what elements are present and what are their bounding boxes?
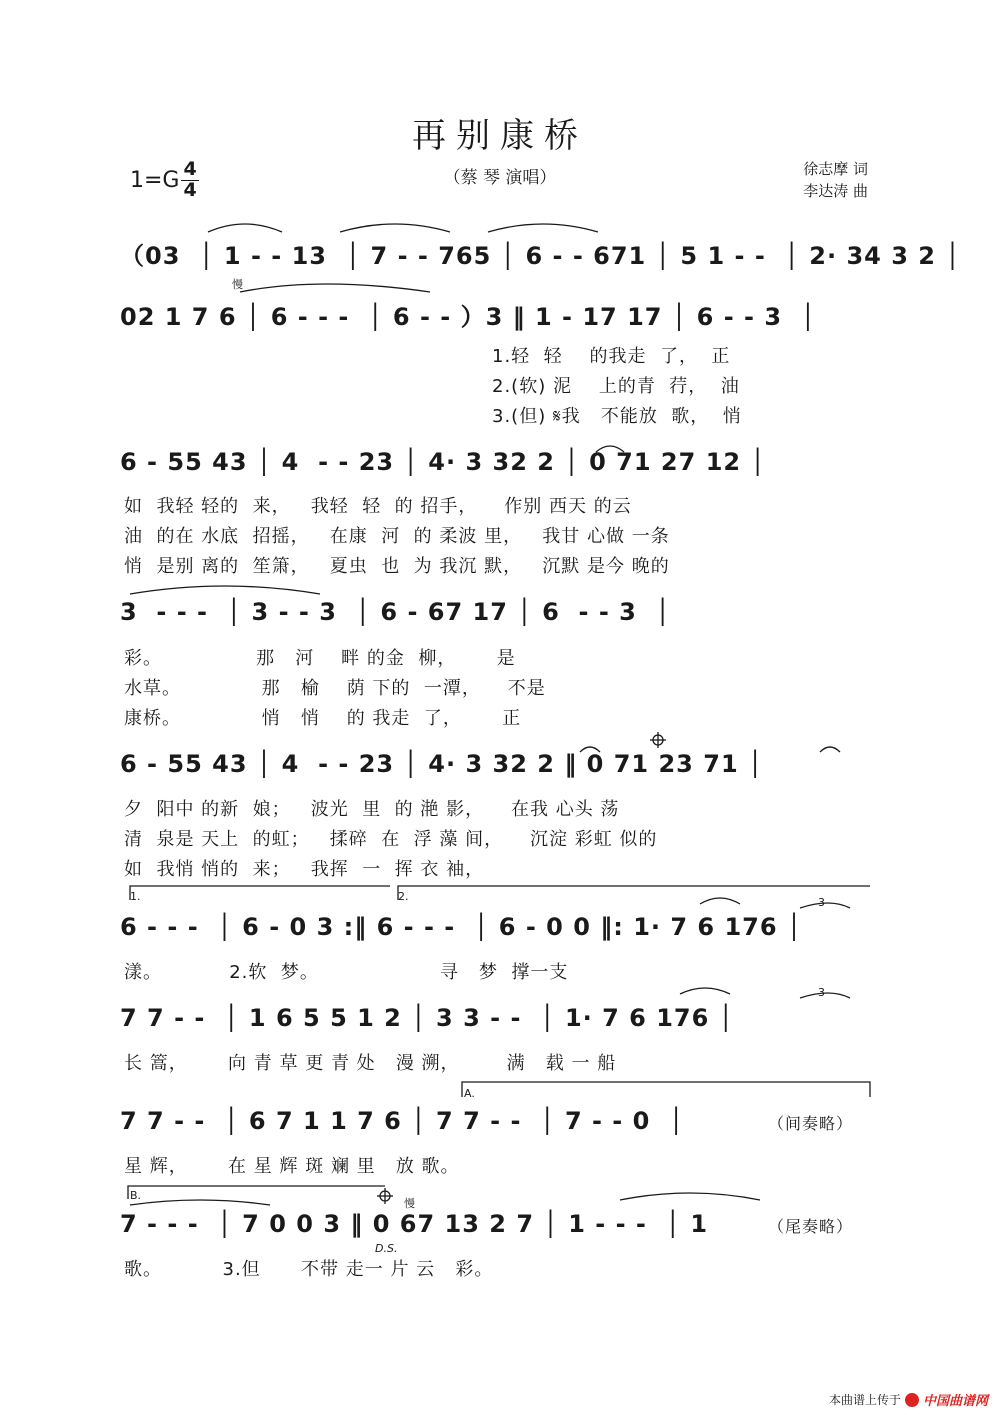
volta-1-label: 1. (130, 890, 141, 903)
notation-row-3: 6 - 55 43 │ 4 - - 23 │ 4· 3 32 2 │ 0 71 27 12 │ (120, 448, 766, 476)
time-bottom: 4 (183, 179, 197, 201)
tempo-slow-mark-2: 慢 (404, 1197, 415, 1210)
lyric-row4-verse3: 康桥。 悄 悄 的 我走 了， 正 (124, 708, 522, 729)
singer-credit: （蔡 琴 演唱） (443, 168, 557, 188)
lyric-row2-verse3: 3.(但) 𝄋我 不能放 歌， 悄 (492, 406, 742, 427)
lyric-row8: 星 辉， 在 星 辉 斑 斓 里 放 歌。 (124, 1156, 460, 1177)
key-prefix: 1=G (130, 167, 180, 193)
notation-row-4: 3 - - - │ 3 - - 3 │ 6 - 67 17 │ 6 - - 3 │ (120, 598, 672, 626)
lyric-row3-verse3: 悄 是别 离的 笙箫， 夏虫 也 为 我沉 默， 沉默 是今 晚的 (124, 556, 670, 577)
lyric-row2-verse2: 2.(软) 泥 上的青 荇， 油 (492, 376, 740, 397)
notation-row-5: 6 - 55 43 │ 4 - - 23 │ 4· 3 32 2 ‖ 0 71 23 71 │ (120, 750, 764, 778)
lyric-row4-verse2: 水草。 那 榆 荫 下的 一潭， 不是 (124, 678, 546, 699)
triplet-mark-1: 3 (818, 896, 825, 909)
lyric-row7: 长 篙， 向 青 草 更 青 处 漫 溯， 满 载 一 船 (124, 1053, 617, 1074)
lyric-row5-verse2: 清 泉是 天上 的虹； 揉碎 在 浮 藻 间， 沉淀 彩虹 似的 (124, 829, 658, 850)
volta-2-label: 2. (398, 890, 409, 903)
footer-credit (829, 1390, 988, 1409)
notation-row-6: 6 - - - │ 6 - 0 3 :‖ 6 - - - │ 6 - 0 0 ‖: 1· 7 6 176 │ (120, 913, 803, 941)
site-name[interactable]: 中国曲谱网 (922, 1394, 988, 1409)
tempo-slow-mark: 慢 (232, 278, 243, 291)
notation-row-9: 7 - - - │ 7 0 0 3 ‖ 0 67 13 2 7 │ 1 - - - │ 1 (120, 1210, 709, 1238)
time-top: 4 (183, 158, 197, 180)
lyric-row2-verse1: 1.轻 轻 的我走 了， 正 (492, 346, 731, 367)
score-title: 再别康桥 (412, 116, 588, 156)
lyric-row5-verse1: 夕 阳中 的新 娘； 波光 里 的 滟 影， 在我 心头 荡 (124, 799, 620, 820)
lyricist-credit: 徐志摩 词 (803, 160, 868, 178)
lyric-row3-verse1: 如 我轻 轻的 来， 我轻 轻 的 招手， 作别 西天 的云 (124, 496, 632, 517)
notation-row-7: 7 7 - - │ 1 6 5 5 1 2 │ 3 3 - - │ 1· 7 6 176 │ (120, 1004, 735, 1032)
volta-a-label: A. (464, 1087, 475, 1100)
composer-credit: 李达涛 曲 (803, 182, 868, 200)
outro-note: （尾奏略） (768, 1217, 854, 1236)
site-logo-icon (905, 1393, 919, 1407)
ds-mark: D.S. (375, 1242, 398, 1255)
notation-row-1: （03 │ 1 - - 13 │ 7 - - 765 │ 6 - - 671 │ 5 1 - - │ 2· 34 3 2 │ (120, 242, 961, 270)
interlude-note: （间奏略） (768, 1114, 854, 1133)
lyric-row3-verse2: 油 的在 水底 招摇， 在康 河 的 柔波 里， 我甘 心做 一条 (124, 526, 670, 547)
footer-upload-text: 本曲谱上传于 (828, 1393, 901, 1407)
volta-b-label: B. (130, 1189, 142, 1202)
notation-row-2: 02 1 7 6 │ 6 - - - │ 6 - - ）3 ‖ 1 - 17 17 │ 6 - - 3 │ (120, 303, 817, 331)
triplet-mark-2: 3 (818, 986, 825, 999)
lyric-row5-verse3: 如 我悄 悄的 来； 我挥 一 挥 衣 袖， (124, 859, 485, 880)
notation-row-8: 7 7 - - │ 6 7 1 1 7 6 │ 7 7 - - │ 7 - - 0 │ (120, 1107, 685, 1135)
lyric-row6: 漾。 2.软 梦。 寻 梦 撑一支 (124, 962, 569, 983)
lyric-row9: 歌。 3.但 不带 走一 片 云 彩。 (124, 1259, 494, 1280)
lyric-row4-verse1: 彩。 那 河 畔 的金 柳， 是 (124, 648, 516, 669)
